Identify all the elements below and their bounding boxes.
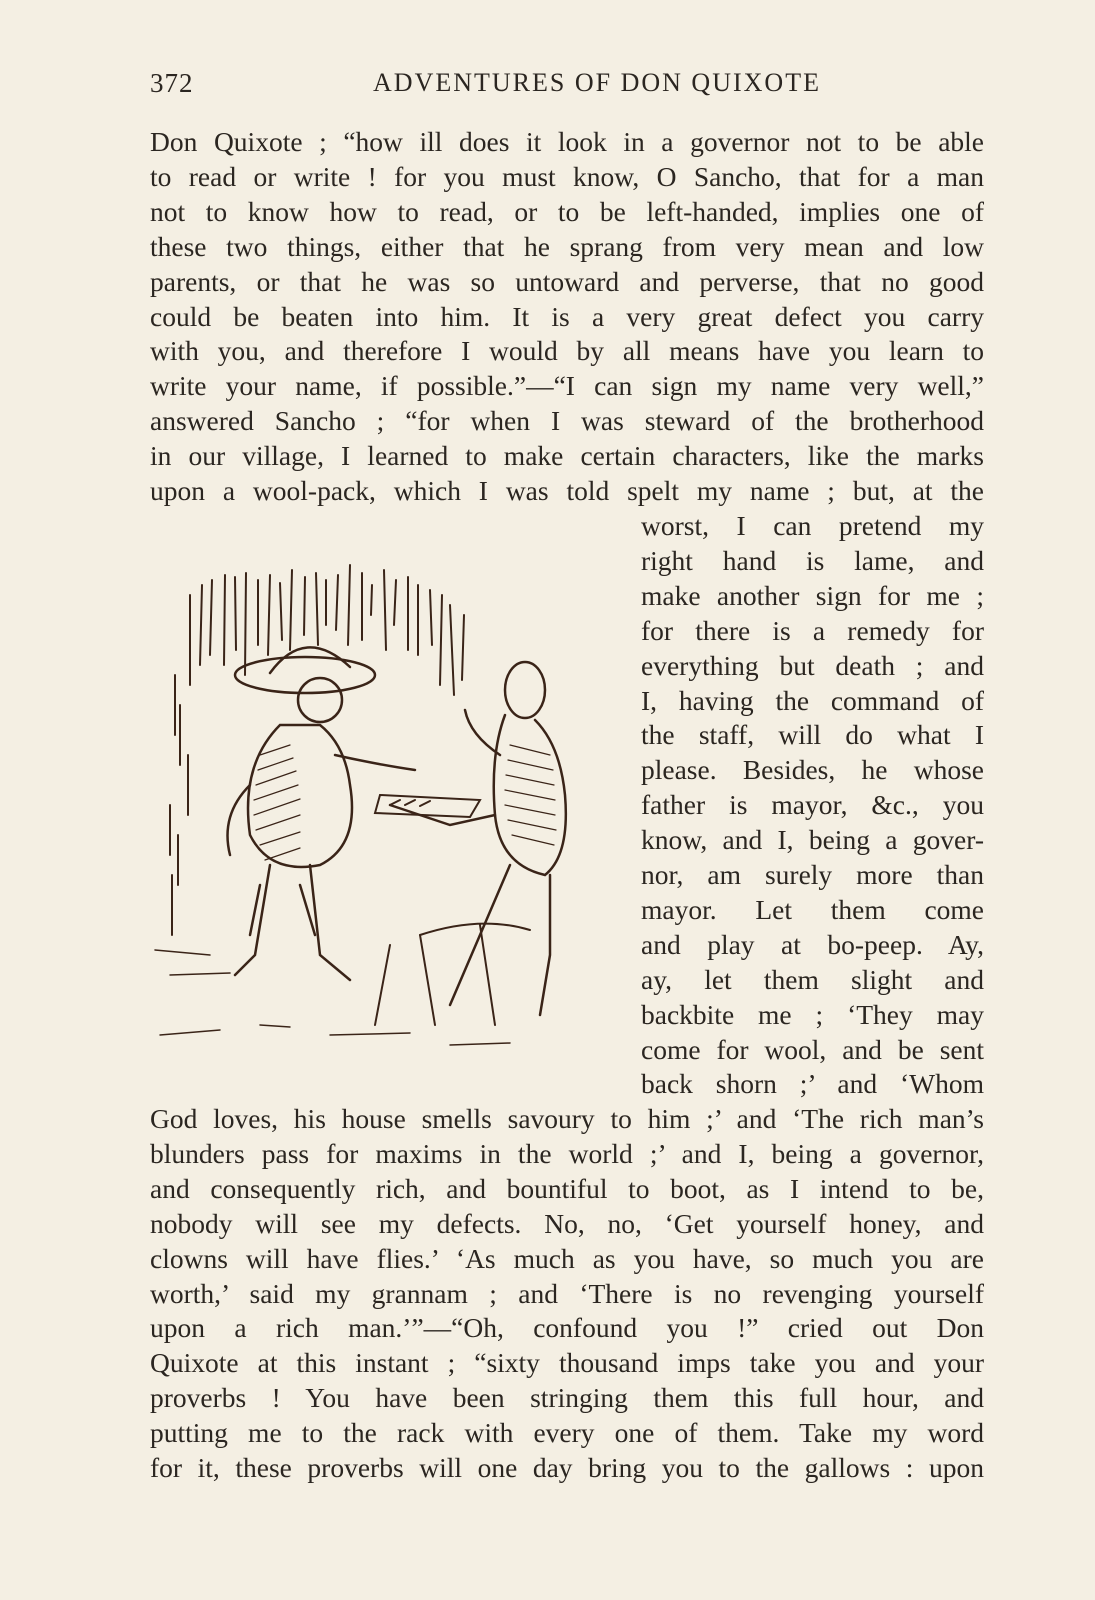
text-line: know, and I, being a gover- <box>641 824 984 856</box>
text-line: to read or write ! for you must know, O Sancho, that for a man <box>150 160 984 192</box>
illustration-sancho-and-don-quixote <box>150 555 600 1065</box>
text-line: for there is a remedy for <box>641 614 984 646</box>
text-line: and consequently rich, and bountiful to boot, as I intend to be, <box>150 1172 984 1204</box>
text-line: worth,’ said my grannam ; and ‘There is no revenging yourself <box>150 1277 984 1309</box>
text-line: write your name, if possible.”—“I can sign my name very well,” <box>150 370 984 402</box>
text-line: and play at bo-peep. Ay, <box>641 928 984 960</box>
text-line: backbite me ; ‘They may <box>641 998 984 1030</box>
text-line: mayor. Let them come <box>641 893 984 925</box>
engraving-illustration <box>150 555 600 1065</box>
text-line: please. Besides, he whose <box>641 754 984 786</box>
text-line: with you, and therefore I would by all means have you learn to <box>150 335 984 367</box>
text-line: make another sign for me ; <box>641 579 984 611</box>
text-line: God loves, his house smells savoury to him ;’ and ‘The rich man’s <box>150 1103 984 1134</box>
table-with-paper <box>375 795 530 1025</box>
sancho-shading <box>254 745 300 860</box>
text-line: Don Quixote ; “how ill does it look in a governor not to be able <box>150 126 984 157</box>
text-line: not to know how to read, or to be left-handed, implies one of <box>150 195 984 227</box>
text-line: right hand is lame, and <box>641 544 984 576</box>
text-line: could be beaten into him. It is a very great defect you carry <box>150 300 984 332</box>
text-line: putting me to the rack with every one of them. Take my word <box>150 1417 984 1449</box>
running-head: ADVENTURES OF DON QUIXOTE <box>373 68 821 97</box>
text-line: worst, I can pretend my <box>641 510 984 541</box>
text-line: proverbs ! You have been stringing them this full hour, and <box>150 1382 984 1414</box>
text-line: these two things, either that he sprang from very mean and low <box>150 230 984 262</box>
text-line: nor, am surely more than <box>641 859 984 890</box>
background-hatching <box>170 565 464 935</box>
page-number: 372 <box>150 68 194 98</box>
text-line: in our village, I learned to make certain characters, like the marks <box>150 440 984 472</box>
text-line: for it, these proverbs will one day bring you to the gallows : upon <box>150 1452 984 1483</box>
text-line: I, having the command of <box>641 684 984 716</box>
don-quixote-figure <box>390 662 566 1015</box>
text-line: ay, let them slight and <box>641 963 984 995</box>
text-line: everything but death ; and <box>641 649 984 681</box>
text-line: answered Sancho ; “for when I was steward of the brotherhood <box>150 405 984 437</box>
text-line: clowns will have flies.’ ‘As much as you have, so much you are <box>150 1242 984 1274</box>
text-line: back shorn ;’ and ‘Whom <box>641 1068 984 1100</box>
text-line: the staff, will do what I <box>641 719 984 751</box>
text-line: come for wool, and be sent <box>641 1033 984 1065</box>
text-line: upon a wool-pack, which I was told spelt my name ; but, at the <box>150 475 984 506</box>
text-line: parents, or that he was so untoward and perverse, that no good <box>150 265 984 297</box>
text-line: blunders pass for maxims in the world ;’ and I, being a governor, <box>150 1137 984 1169</box>
text-line: father is mayor, &c., you <box>641 789 984 821</box>
page-header <box>150 68 984 104</box>
text-line: upon a rich man.’”—“Oh, confound you !” cried out Don <box>150 1312 984 1344</box>
don-quixote-shading <box>505 745 556 845</box>
text-line: Quixote at this instant ; “sixty thousand imps take you and your <box>150 1347 984 1379</box>
text-line: nobody will see my defects. No, no, ‘Get yourself honey, and <box>150 1207 984 1239</box>
